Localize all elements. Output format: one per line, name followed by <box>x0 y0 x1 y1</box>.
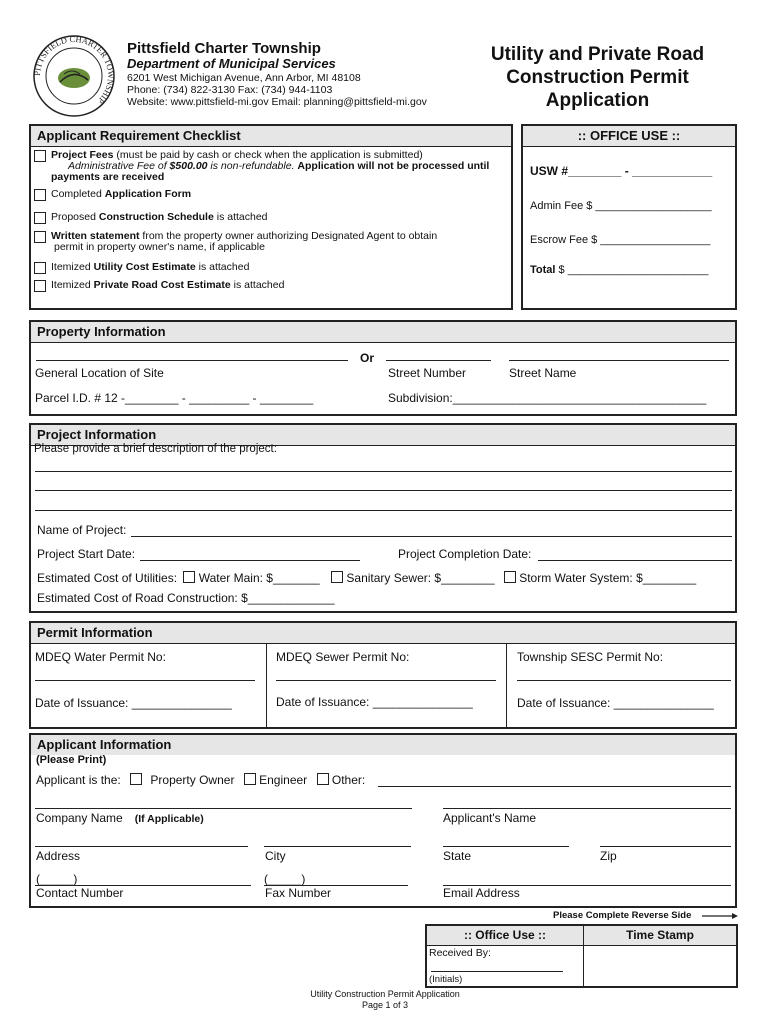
property-owner-checkbox[interactable] <box>130 773 142 785</box>
fax-area-code[interactable]: (_____) <box>264 872 306 886</box>
street-number-label: Street Number <box>388 366 467 380</box>
svg-text:PITTSFIELD CHARTER TOWNSHIP: PITTSFIELD CHARTER TOWNSHIP <box>32 34 116 106</box>
form-title-line3: Application <box>545 90 650 111</box>
est-utilities-label: Estimated Cost of Utilities: <box>37 571 178 585</box>
or-label: Or <box>360 351 375 365</box>
if-applicable-label: (If Applicable) <box>134 813 204 825</box>
subdivision-field[interactable]: Subdivision:______________________________________ <box>388 391 707 405</box>
sesc-input[interactable] <box>517 680 731 681</box>
street-name-input[interactable] <box>509 360 729 361</box>
address-label: Address <box>36 849 81 863</box>
doc-name: Utility Construction Permit Application <box>310 989 460 999</box>
sesc-date-field[interactable]: Date of Issuance: _______________ <box>517 696 714 710</box>
admin-fee-field[interactable]: Admin Fee $ ___________________ <box>530 200 712 212</box>
org-web: Website: www.pittsfield-mi.gov Email: planning@pittsfield-mi.gov <box>127 96 427 108</box>
escrow-fee-field[interactable]: Escrow Fee $ __________________ <box>530 234 711 246</box>
footer-office-use-box <box>425 924 738 988</box>
project-name-label: Name of Project: <box>37 523 127 537</box>
applicant-is-label: Applicant is the: <box>36 773 121 787</box>
engineer-label: Engineer <box>259 773 308 787</box>
project-start-input[interactable] <box>140 560 360 561</box>
department-name: Department of Municipal Services <box>127 56 336 71</box>
state-label: State <box>443 849 472 863</box>
permit-title: Permit Information <box>31 623 735 644</box>
company-name-input[interactable] <box>35 808 412 809</box>
arrow-right-icon <box>702 911 738 924</box>
general-location-input[interactable] <box>36 360 348 361</box>
org-phone: Phone: (734) 822-3130 Fax: (734) 944-1103 <box>127 84 333 96</box>
total-field[interactable]: Total $ _______________________ <box>530 264 709 276</box>
property-owner-label: Property Owner <box>150 773 235 787</box>
estimated-road-cost-field[interactable]: Estimated Cost of Road Construction: $_____________ <box>37 591 335 605</box>
project-description-prompt: Please provide a brief description of the project: <box>34 443 277 455</box>
water-main-field[interactable]: Water Main: $_______ <box>198 571 320 585</box>
project-completion-input[interactable] <box>538 560 732 561</box>
checkbox[interactable] <box>34 150 46 162</box>
storm-water-checkbox[interactable] <box>504 571 516 583</box>
contact-area-code[interactable]: (_____) <box>36 872 78 886</box>
applicant-name-input[interactable] <box>443 808 731 809</box>
water-main-checkbox[interactable] <box>183 571 195 583</box>
form-title-line1: Utility and Private Road <box>490 44 705 65</box>
storm-water-field[interactable]: Storm Water System: $________ <box>519 571 697 585</box>
office-use-title: :: OFFICE USE :: <box>523 126 735 147</box>
checklist-title: Applicant Requirement Checklist <box>31 126 511 147</box>
usw-field[interactable]: USW #________ - ____________ <box>530 164 713 178</box>
mdeq-water-label: MDEQ Water Permit No: <box>35 650 166 664</box>
company-name-label: Company Name (If Applicable) <box>36 811 204 825</box>
time-stamp-title: Time Stamp <box>584 926 736 946</box>
office-use-section <box>521 124 737 310</box>
reverse-side-note: Please Complete Reverse Side <box>553 910 692 921</box>
state-input[interactable] <box>443 846 569 847</box>
permit-section <box>29 621 737 729</box>
checkbox[interactable] <box>34 231 46 243</box>
received-by-label: Received By: <box>429 947 491 959</box>
footer-office-use-title: :: Office Use :: <box>427 926 584 946</box>
description-line-3[interactable] <box>35 510 732 511</box>
mdeq-sewer-input[interactable] <box>276 680 496 681</box>
checkbox[interactable] <box>34 280 46 292</box>
street-number-input[interactable] <box>386 360 491 361</box>
applicant-name-label: Applicant's Name <box>443 811 536 825</box>
project-name-input[interactable] <box>131 536 732 537</box>
fax-number-label: Fax Number <box>265 886 332 900</box>
page-number: Page 1 of 3 <box>361 1000 409 1010</box>
project-start-label: Project Start Date: <box>37 547 136 561</box>
water-date-field[interactable]: Date of Issuance: _______________ <box>35 696 232 710</box>
description-line-1[interactable] <box>35 471 732 472</box>
parcel-id-field[interactable]: Parcel I.D. # 12 -________ - _________ - ________ <box>35 391 314 405</box>
checkbox[interactable] <box>34 212 46 224</box>
applicant-title: Applicant Information <box>31 735 735 755</box>
street-name-label: Street Name <box>509 366 577 380</box>
project-title: Project Information <box>31 425 735 446</box>
sanitary-sewer-field[interactable]: Sanitary Sewer: $________ <box>346 571 495 585</box>
please-print-label: (Please Print) <box>36 754 107 766</box>
contact-number-label: Contact Number <box>36 886 124 900</box>
sewer-date-field[interactable]: Date of Issuance: _______________ <box>276 695 473 709</box>
received-by-input[interactable] <box>431 971 563 972</box>
zip-input[interactable] <box>600 846 731 847</box>
engineer-checkbox[interactable] <box>244 773 256 785</box>
other-checkbox[interactable] <box>317 773 329 785</box>
applicant-type-row <box>36 773 365 787</box>
checkbox[interactable] <box>34 262 46 274</box>
email-label: Email Address <box>443 886 520 900</box>
other-input[interactable] <box>378 786 731 787</box>
sesc-label: Township SESC Permit No: <box>517 650 664 664</box>
description-line-2[interactable] <box>35 490 732 491</box>
city-input[interactable] <box>264 846 411 847</box>
org-name: Pittsfield Charter Township <box>127 40 321 57</box>
form-title <box>470 43 725 112</box>
form-title-line2: Construction Permit <box>506 67 689 88</box>
doc-footer <box>0 989 770 1011</box>
city-label: City <box>265 849 286 863</box>
general-location-label: General Location of Site <box>35 366 164 380</box>
project-completion-label: Project Completion Date: <box>398 547 532 561</box>
mdeq-sewer-label: MDEQ Sewer Permit No: <box>276 650 410 664</box>
property-title: Property Information <box>31 322 735 343</box>
estimated-utilities-row <box>37 571 696 585</box>
sanitary-sewer-checkbox[interactable] <box>331 571 343 583</box>
checkbox[interactable] <box>34 189 46 201</box>
township-seal <box>32 34 116 118</box>
initials-label: (Initials) <box>429 974 463 985</box>
other-label: Other: <box>331 773 366 787</box>
mdeq-water-input[interactable] <box>35 680 255 681</box>
zip-label: Zip <box>600 849 617 863</box>
org-address: 6201 West Michigan Avenue, Ann Arbor, MI 48108 <box>127 72 361 84</box>
address-input[interactable] <box>35 846 248 847</box>
